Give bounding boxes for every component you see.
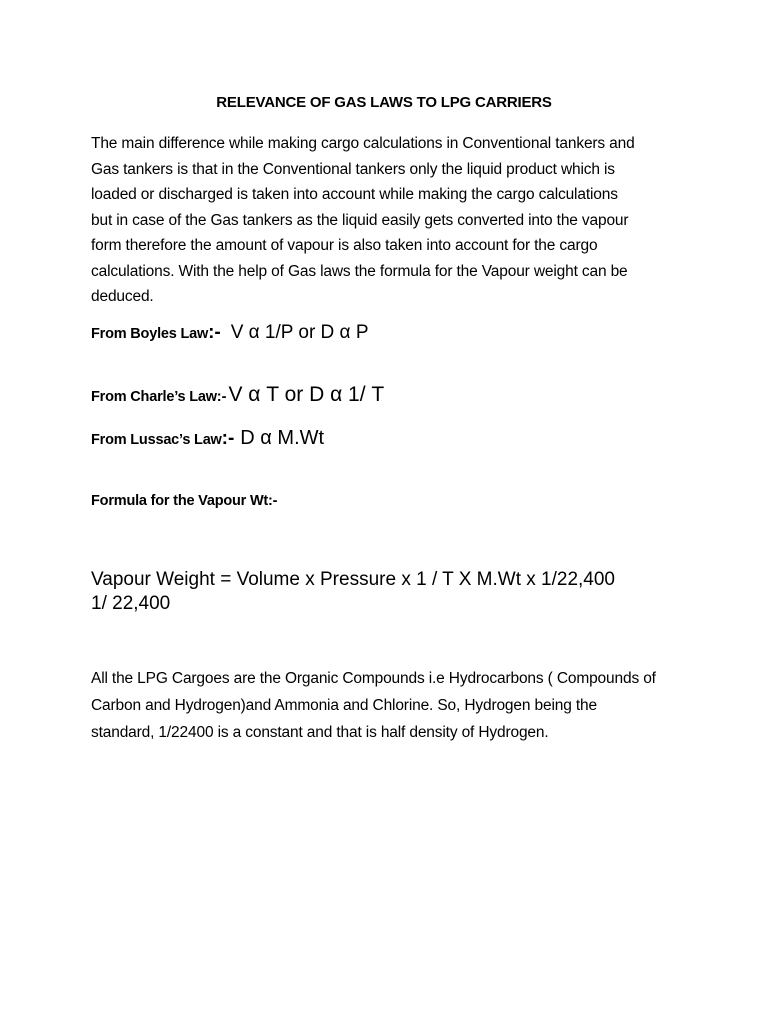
boyles-law-label: From Boyles Law [91,326,209,342]
intro-line: Gas tankers is that in the Conventional tankers only the liquid product which is [91,160,615,178]
charles-law-label: From Charle’s Law [91,389,217,405]
lussacs-law-label: From Lussac’s Law [91,432,222,448]
document-title: RELEVANCE OF GAS LAWS TO LPG CARRIERS [216,94,552,111]
vapour-weight-formula [91,568,615,616]
intro-line: The main difference while making cargo calculations in Conventional tankers and [91,135,635,152]
conclusion-line: All the LPG Cargoes are the Organic Compounds i.e Hydrocarbons ( Compounds of [91,670,656,687]
charles-law-separator: :- [216,389,227,405]
conclusion-line: standard, 1/22400 is a constant and that is half density of Hydrogen. [91,724,549,741]
intro-line: calculations. With the help of Gas laws the formula for the Vapour weight can be [91,262,628,280]
intro-line: loaded or discharged is taken into account while making the cargo calculations [91,186,618,203]
formula-heading: Formula for the Vapour Wt:- [91,493,278,509]
intro-line: form therefore the amount of vapour is also taken into account for the cargo [91,237,598,254]
lussacs-law-separator: :- [221,428,235,449]
conclusion-paragraph [91,665,691,746]
conclusion-line: Carbon and Hydrogen)and Ammonia and Chlorine. So, Hydrogen being the [91,697,597,714]
charles-law [91,383,384,407]
lussacs-law [91,427,324,450]
formula-line: Vapour Weight = Volume x Pressure x 1 / T X M.Wt x 1/22,400 [91,569,615,590]
formula-line: 1/ 22,400 [91,593,171,614]
boyles-law-separator: :- [208,322,221,343]
lussacs-law-expression: D α M.Wt [240,427,325,449]
intro-paragraph [91,131,691,310]
boyles-law-expression: V α 1/P or D α P [230,322,369,343]
boyles-law [91,322,369,344]
intro-line: deduced. [91,288,154,305]
intro-line: but in case of the Gas tankers as the liquid easily gets converted into the vapour [91,211,629,229]
charles-law-expression: V α T or D α 1/ T [228,383,385,406]
